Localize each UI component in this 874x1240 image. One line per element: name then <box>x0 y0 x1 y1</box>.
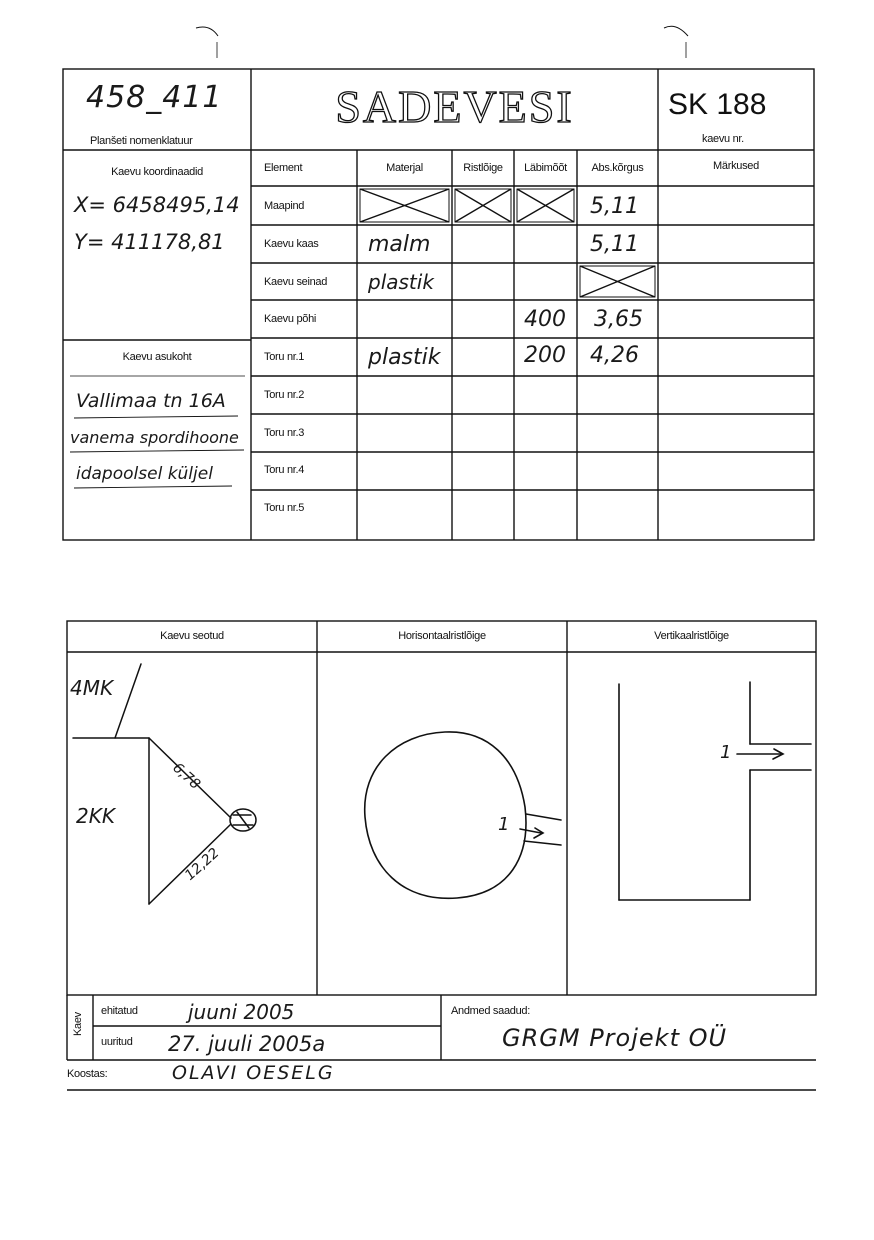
location-line-2: vanema spordihoone <box>70 428 239 447</box>
row-label: Toru nr.5 <box>264 502 305 514</box>
connection-distance-upper: 6,78 <box>169 760 204 793</box>
horizontal-pipe-label: 1 <box>498 814 510 835</box>
maapind-korgus: 5,11 <box>590 194 639 219</box>
connection-distance-lower: 12,22 <box>182 845 223 884</box>
data-source-label: Andmed saadud: <box>451 1005 530 1017</box>
surveyed-value: 27. juuli 2005a <box>168 1032 326 1056</box>
pohi-labimoot: 400 <box>524 307 566 332</box>
header-element: Element <box>264 162 303 174</box>
connection-label-left: 2KK <box>76 804 115 828</box>
vertical-section-header: Vertikaalristlõige <box>654 630 729 642</box>
coordinate-y: Y= 411178,81 <box>74 230 225 254</box>
footer-side-label: Kaev <box>72 1012 84 1036</box>
author-value: OLAVI OESELG <box>172 1062 335 1084</box>
row-label: Toru nr.4 <box>264 464 305 476</box>
kaas-materjal: malm <box>368 232 431 257</box>
kaas-korgus: 5,11 <box>590 232 639 257</box>
row-label: Kaevu seinad <box>264 276 328 288</box>
row-label: Toru nr.2 <box>264 389 305 401</box>
nomenclature-value: 458_411 <box>86 80 223 115</box>
coordinate-x: X= 6458495,14 <box>74 193 240 217</box>
coordinates-label: Kaevu koordinaadid <box>111 166 203 178</box>
seinad-materjal: plastik <box>368 270 434 294</box>
toru1-labimoot: 200 <box>524 343 566 368</box>
surveyed-label: uuritud <box>101 1036 133 1048</box>
checked-label: ehitatud <box>101 1005 138 1017</box>
row-label: Kaevu põhi <box>264 313 317 325</box>
page-title: SADEVESI <box>335 81 574 132</box>
horizontal-section-sketch <box>317 652 567 995</box>
header-labimoot: Läbimõõt <box>524 162 567 174</box>
row-label: Maapind <box>264 200 305 212</box>
header-ristloige: Ristlõige <box>463 162 503 174</box>
row-label: Kaevu kaas <box>264 238 319 250</box>
toru1-materjal: plastik <box>368 345 441 370</box>
header-materjal: Materjal <box>386 162 423 174</box>
row-label: Toru nr.1 <box>264 351 305 363</box>
nomenclature-label: Planšeti nomenklatuur <box>90 135 193 147</box>
location-label: Kaevu asukoht <box>122 351 192 363</box>
well-number-value: SK 188 <box>668 88 767 121</box>
vertical-section-sketch <box>567 652 816 995</box>
location-line-3: idapoolsel küljel <box>76 464 213 484</box>
well-number-label: kaevu nr. <box>702 133 744 145</box>
data-source-value: GRGM Projekt OÜ <box>502 1024 728 1052</box>
header-korgus: Abs.kõrgus <box>591 162 644 174</box>
pohi-korgus: 3,65 <box>594 307 643 332</box>
vertical-pipe-label: 1 <box>720 742 732 763</box>
connection-label-top: 4MK <box>70 676 114 700</box>
header-markused: Märkused <box>713 160 759 172</box>
row-label: Toru nr.3 <box>264 427 305 439</box>
location-line-1: Vallimaa tn 16A <box>76 390 226 412</box>
horizontal-section-header: Horisontaalristlõige <box>398 630 486 642</box>
connections-header: Kaevu seotud <box>160 630 224 642</box>
toru1-korgus: 4,26 <box>590 343 639 368</box>
checked-value: juuni 2005 <box>188 1000 295 1024</box>
author-label: Koostas: <box>67 1068 108 1080</box>
